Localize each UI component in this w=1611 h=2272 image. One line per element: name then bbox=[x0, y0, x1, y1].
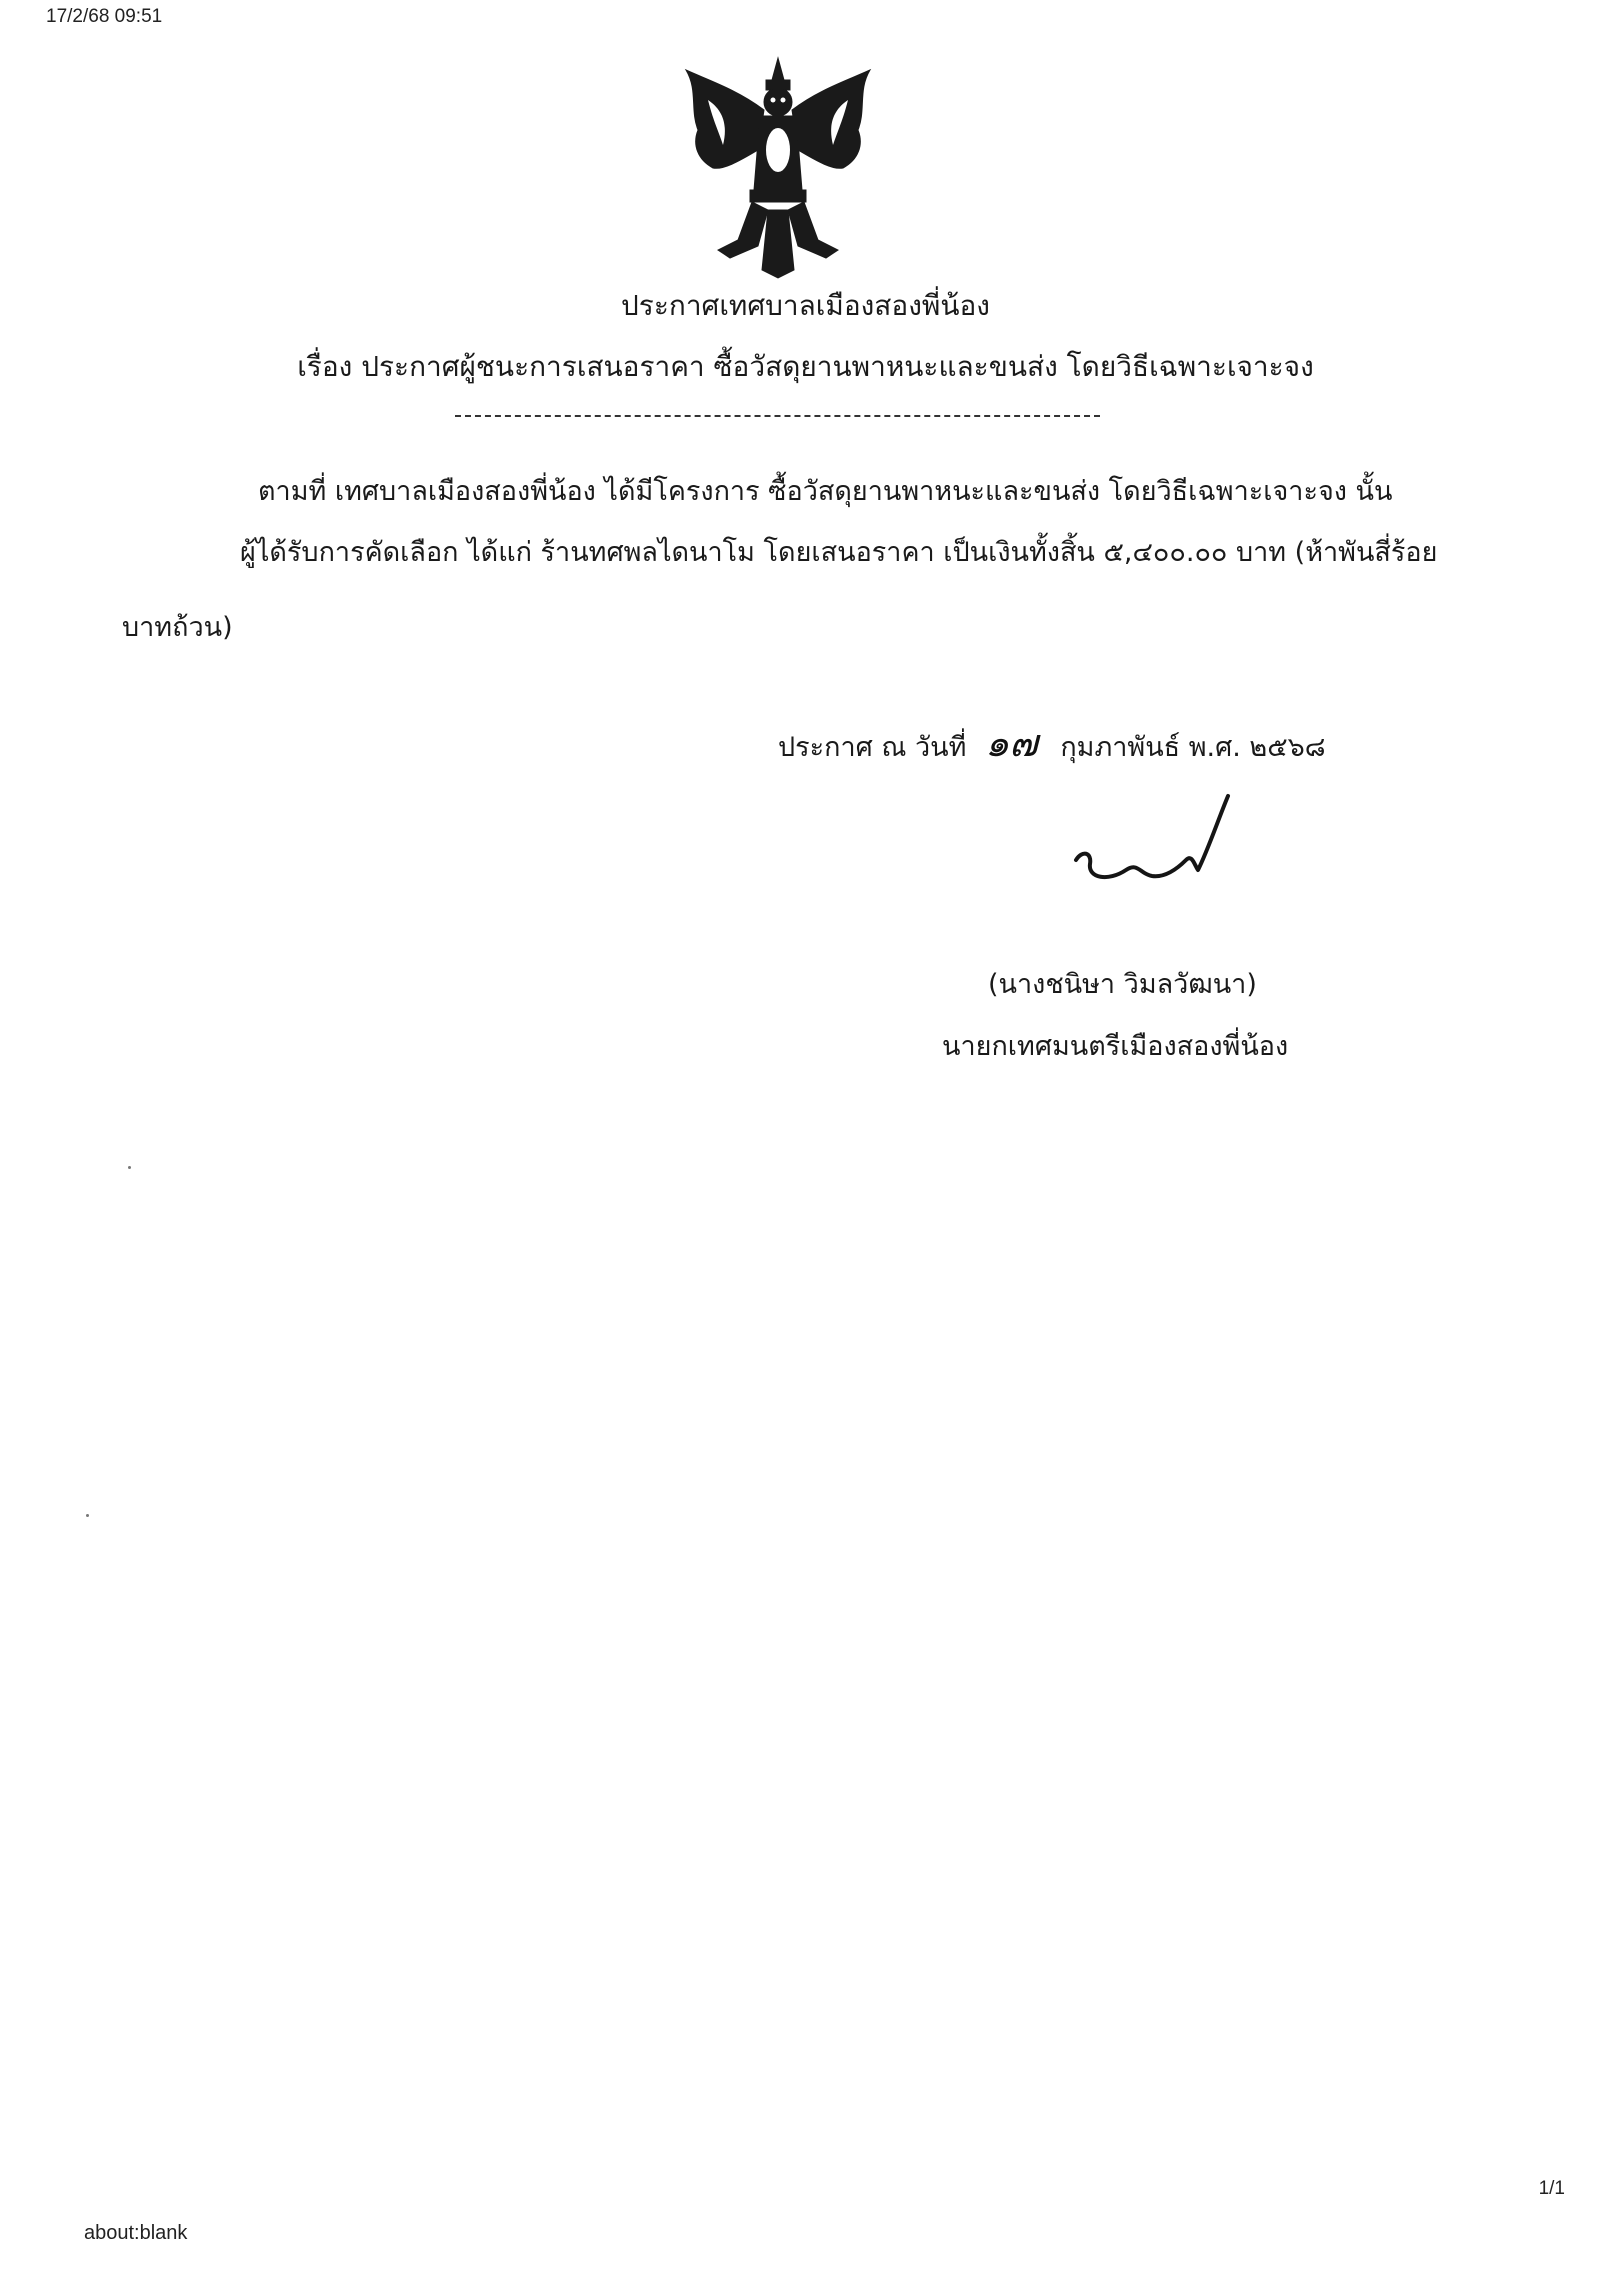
document-subject: เรื่อง ประกาศผู้ชนะการเสนอราคา ซื้อวัสดุยานพาหนะและขนส่ง โดยวิธีเฉพาะเจาะจง bbox=[297, 350, 1314, 383]
date-prefix: ประกาศ ณ วันที่ bbox=[778, 732, 967, 763]
signature-icon bbox=[1068, 790, 1248, 900]
body-paragraph-line-2: ผู้ได้รับการคัดเลือก ได้แก่ ร้านทศพลไดนาโม โดยเสนอราคา เป็นเงินทั้งสิ้น ๕,๔๐๐.๐๐ บาท (ห้าพันสี่ร้อย bbox=[240, 537, 1438, 568]
title-divider bbox=[455, 415, 1100, 417]
signatory-position: นายกเทศมนตรีเมืองสองพี่น้อง bbox=[942, 1031, 1289, 1062]
body-paragraph-line-3: บาทถ้วน) bbox=[122, 612, 233, 643]
body-paragraph-line-1: ตามที่ เทศบาลเมืองสองพี่น้อง ได้มีโครงการ ซื้อวัสดุยานพาหนะและขนส่ง โดยวิธีเฉพาะเจาะจง นั้น bbox=[258, 476, 1393, 507]
scan-speck bbox=[86, 1514, 89, 1517]
signatory-name: (นางชนิษา วิมลวัฒนา) bbox=[988, 969, 1257, 1000]
document-title: ประกาศเทศบาลเมืองสองพี่น้อง bbox=[621, 289, 990, 322]
date-day-handwritten: ๑๗ bbox=[985, 721, 1038, 765]
print-url: about:blank bbox=[84, 2222, 188, 2244]
announcement-date bbox=[778, 712, 1326, 773]
garuda-emblem-icon bbox=[668, 50, 888, 280]
print-datetime: 17/2/68 09:51 bbox=[46, 6, 163, 27]
date-suffix: กุมภาพันธ์ พ.ศ. ๒๕๖๘ bbox=[1060, 732, 1326, 763]
print-page-count: 1/1 bbox=[1538, 2178, 1565, 2199]
scan-speck bbox=[128, 1166, 131, 1169]
